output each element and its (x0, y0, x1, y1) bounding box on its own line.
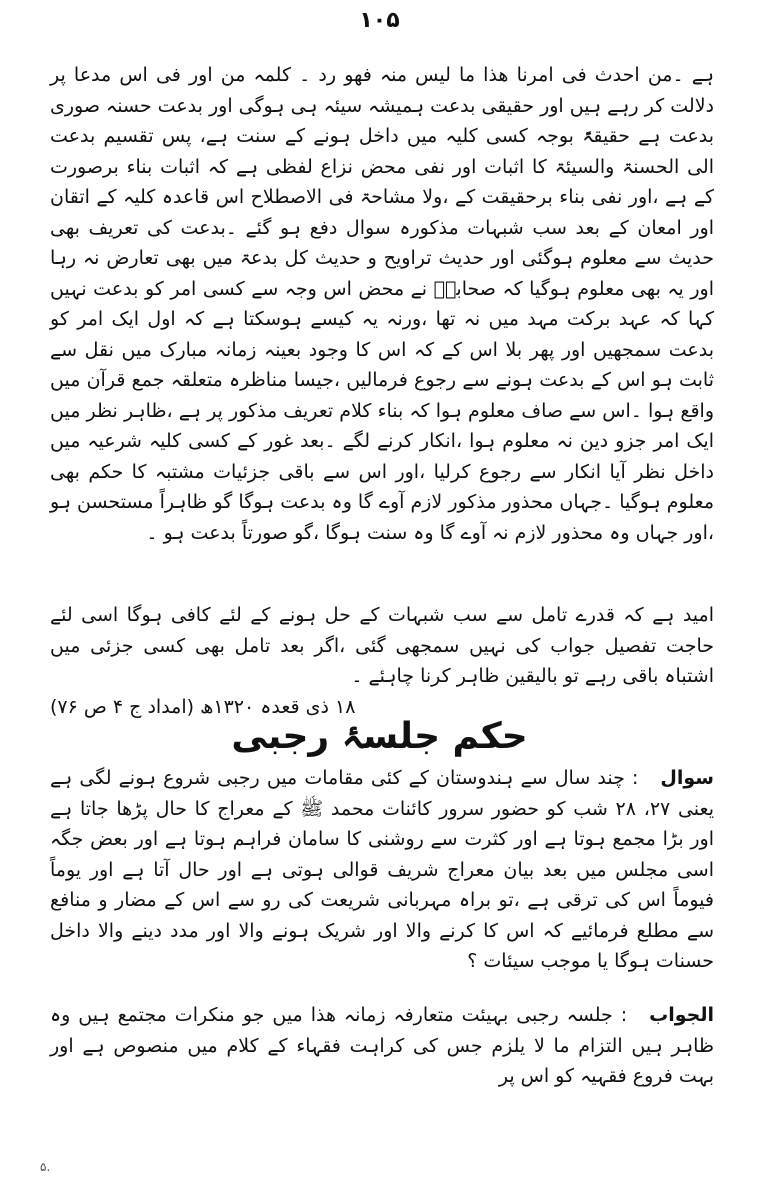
closing-text-block (50, 600, 714, 692)
paragraph-1: ہے ۔من احدث فی امرنا ھذا ما لیس منہ فھو رد ۔ کلمہ من اور فی اس مدعا پر دلالت کر رہے ہیں اور حقیقی بدعت ہمیشہ سیئہ ہی ہوگی اور بدعت حسنہ صوری بدعت ہے حقیقۃً بوجہ کسی کلیہ میں داخل ہونے کے سنت ہے، پس تقسیم بدعت الی الحسنۃ والسیئۃ کا اثبات اور نفی محض نزاع لفظی ہے کہ اثبات بناء برصورت کے ہے ،اور نفی بناء برحقیقت کے ،ولا مشاحۃ فی الاصطلاح اس قاعدہ کلیہ کے اتقان اور امعان کے بعد سب شبہات مذکورہ سوال دفع ہو گئے ۔بدعت کی تعریف بھی حدیث سے معلوم ہوگئی اور حدیث تراویح و حدیث کل بدعۃ میں بھی تعارض نہ رہا اور یہ بھی معلوم ہوگیا کہ صحابہؓ نے محض اس وجہ سے کسی امر کو بدعت نہیں کہا کہ عہد برکت مہد میں نہ تھا ،ورنہ یہ کیسے ہوسکتا ہے کہ اول ایک امر کو بدعت سمجھیں اور پھر بلا اس کے کہ اس کا وجود بعینہ زمانہ مبارک میں نقل سے ثابت ہو اس کے بدعت ہونے سے رجوع فرمالیں ،جیسا مناظرہ متعلقہ جمع قرآن میں واقع ہوا ۔اس سے صاف معلوم ہوا کہ بناء کلام تعریف مذکور پر ہے ،ظاہر نظر میں ایک امر جزو دین نہ معلوم ہوا ،انکار کرنے لگے ۔بعد غور کے کسی کلیہ شرعیہ میں داخل نظر آیا انکار سے رجوع کرلیا ،اور اس سے باقی جزئیات مشتبہ کا حکم بھی معلوم ہوگیا ۔جہاں محذور مذکور لازم آوے گا وہ بدعت ہوگا گو ظاہراً مستحسن ہو ،اور جہاں وہ محذور لازم نہ آوے گا وہ سنت ہوگا ،گو صورتاً بدعت ہو ۔ (50, 64, 714, 544)
answer-text: : جلسہ رجبی بہیئت متعارفہ زمانہ ھذا میں جو منکرات مجتمع ہیں وہ ظاہر ہیں التزام ما لا یلزم جس کی کراہت فقہاء کے کلام میں منصوص ہے اور بہت فروع فقہیہ کو اس پر (50, 1004, 714, 1087)
question-label: سوال (660, 767, 714, 789)
section-heading: حکم جلسۂ رجبی (231, 716, 528, 757)
question-block (50, 763, 714, 977)
corner-mark: ۵. (40, 1160, 51, 1174)
paragraph-2: امید ہے کہ قدرے تامل سے سب شبہات کے حل ہونے کے لئے کافی ہوگا اسی لئے حاجت تفصیل جواب کی نہیں سمجھی گئی ،اگر بعد تامل بھی کسی جزئی میں اشتباہ باقی رہے تو بالیقین ظاہر کرنا چاہئے ۔ (50, 604, 714, 687)
date-note: ۱۸ ذی قعدہ ۱۳۲۰ھ (امداد ج ۴ ص ۷۶) (50, 696, 356, 718)
answer-block (50, 1000, 714, 1092)
answer-label: الجواب (649, 1004, 714, 1026)
page-number: ۱۰۵ (359, 8, 400, 33)
question-text: : چند سال سے ہندوستان کے کئی مقامات میں رجبی شروع ہونے لگی ہے یعنی ۲۷، ۲۸ شب کو حضور سرور کائنات محمد ﷺ کے معراج کا حال پڑھا جاتا ہے اور بڑا مجمع ہوتا ہے اور کثرت سے روشنی کا سامان فراہم ہوتا ہے اور بعض جگہ اسی مجلس میں بعد بیان معراج شریف قوالی ہوتی ہے اور حال آتا ہے اور یوماً فیوماً اس کی ترقی ہے ،تو براہ مہربانی شریعت کی رو سے اس کے مضار و منافع سے مطلع فرمائیے کہ اس کا کرنے والا اور شریک ہونے والا اور مدد دینے والا داخل حسنات ہوگا یا موجب سیئات ؟ (50, 767, 714, 972)
question-paragraph (50, 763, 714, 977)
main-text-block (50, 60, 714, 548)
answer-paragraph (50, 1000, 714, 1092)
